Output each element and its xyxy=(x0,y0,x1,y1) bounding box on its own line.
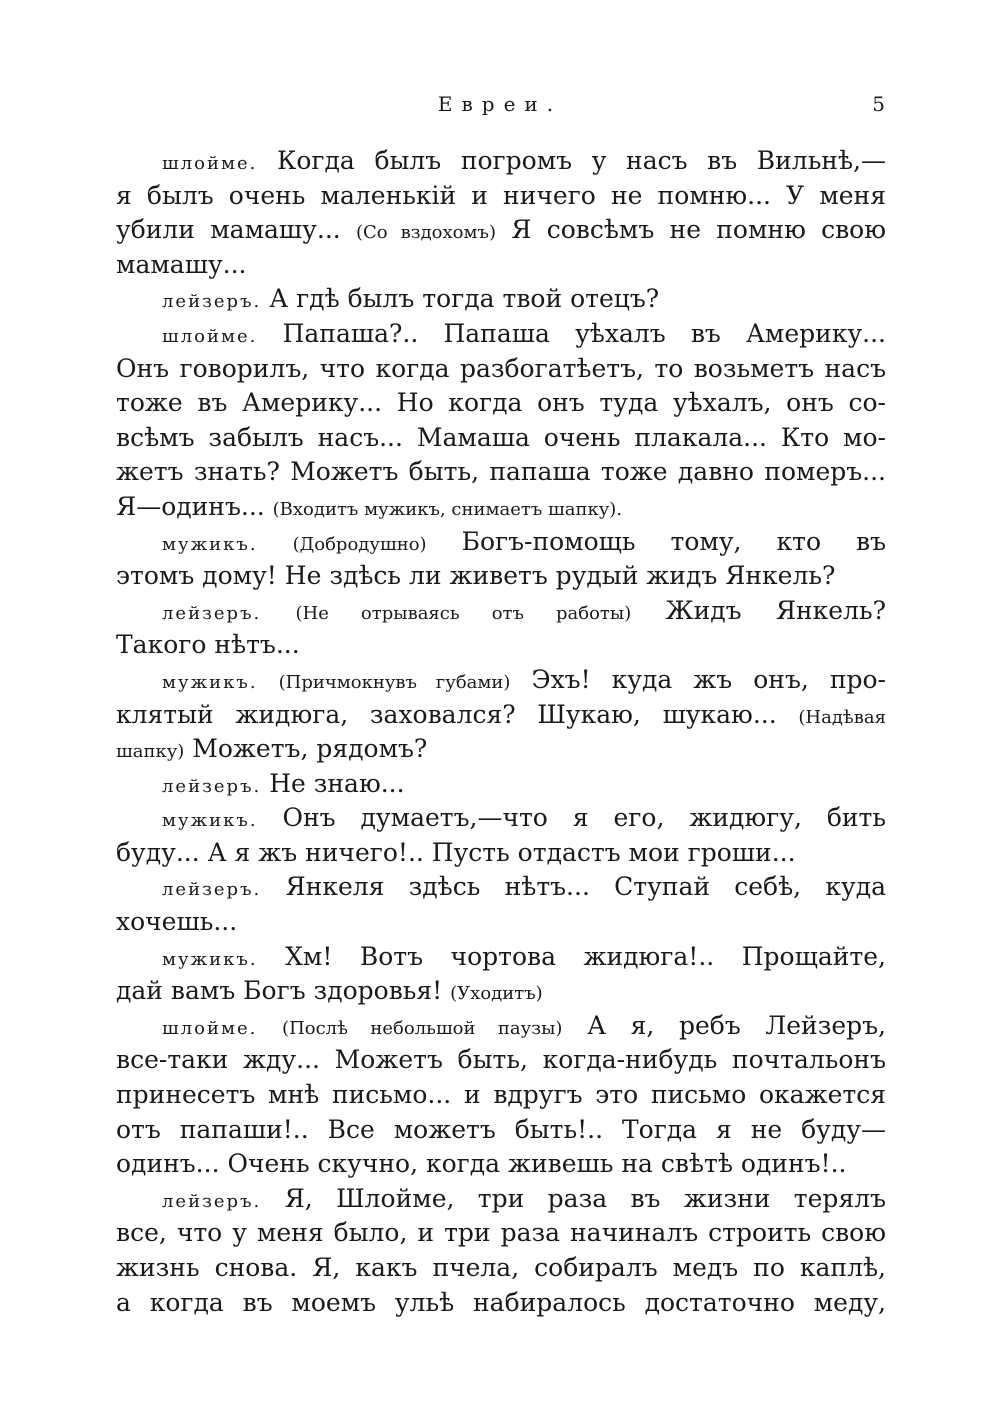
text-line xyxy=(116,1147,886,1182)
speech-text: Богъ-помощь тому, кто въ xyxy=(426,526,886,556)
speech-text: Эхъ! куда жъ онъ, про- xyxy=(510,664,886,694)
speaker-name: мужикъ. xyxy=(162,810,258,832)
speech-text: А гдѣ былъ тогда твой отецъ? xyxy=(261,284,660,314)
speaker-name: мужикъ. xyxy=(162,948,258,970)
speech-text: убили мамашу... xyxy=(116,215,356,245)
speech-text: дай вамъ Богъ здоровья! xyxy=(116,976,451,1006)
speech-text xyxy=(258,527,293,556)
text-line xyxy=(116,1078,886,1113)
speech-text: отъ папаши!.. Все можетъ быть!.. Тогда я не буду— xyxy=(116,1114,886,1144)
text-line xyxy=(116,559,886,594)
speech-text: Я, Шлойме, три раза въ жизни терялъ xyxy=(261,1183,886,1213)
speech-text: хочешь... xyxy=(116,907,238,937)
text-line xyxy=(116,525,886,560)
text-line xyxy=(116,352,886,387)
page-number: 5 xyxy=(872,92,885,116)
speaker-name: лейзеръ. xyxy=(162,775,262,797)
speech-text xyxy=(257,1011,282,1040)
text-line xyxy=(116,144,886,179)
stage-direction: (Со вздохомъ) xyxy=(355,222,496,244)
text-line xyxy=(116,594,886,629)
speech-text: этомъ дому! Не здѣсь ли живетъ рудый жидъ Янкель? xyxy=(116,561,836,591)
text-line xyxy=(116,974,886,1009)
text-line xyxy=(116,1113,886,1148)
text-line xyxy=(116,282,886,317)
speech-text xyxy=(261,596,295,625)
speaker-name: шлойме. xyxy=(162,153,258,174)
speech-text: Не знаю... xyxy=(261,768,405,798)
text-line xyxy=(116,1216,886,1251)
text-line xyxy=(116,870,886,905)
speaker-name: лейзеръ. xyxy=(162,879,262,901)
speech-text: буду... А я жъ ничего!.. Пусть отдастъ мои гроши... xyxy=(116,837,796,867)
speech-text: клятый жидюга, заховался? Шукаю, шукаю... xyxy=(116,699,799,729)
text-line xyxy=(116,836,886,871)
speech-text: все-таки жду... Можетъ быть, когда-нибудь почтальонъ xyxy=(116,1045,886,1075)
speech-text: Онъ думаетъ,—что я его, жидюгу, бить xyxy=(257,803,886,833)
stage-direction: (Надѣвая xyxy=(798,706,886,728)
text-line xyxy=(116,179,886,214)
speaker-name: шлойме. xyxy=(162,325,258,347)
speech-text: А я, ребъ Лейзеръ, xyxy=(562,1010,886,1040)
speech-text: Хм! Вотъ чортова жидюга!.. Прощайте, xyxy=(257,941,886,971)
text-line xyxy=(116,905,886,940)
stage-direction: (Добродушно) xyxy=(292,533,427,555)
stage-direction: (Уходитъ) xyxy=(450,983,543,1005)
speech-text: Я совсѣмъ не помню свою xyxy=(496,215,886,245)
text-line xyxy=(116,1182,886,1217)
speech-text: Жидъ Янкель? xyxy=(631,595,886,625)
text-line xyxy=(116,698,886,733)
dialogue-text xyxy=(116,144,886,1320)
speech-text: Когда былъ погромъ у насъ въ Вильнѣ,— xyxy=(257,146,886,175)
stage-direction: (Послѣ небольшой паузы) xyxy=(282,1017,563,1039)
speech-text: жизнь снова. Я, какъ пчела, собиралъ медъ по каплѣ, xyxy=(116,1253,886,1282)
stage-direction: (Не отрываясь отъ работы) xyxy=(295,602,632,624)
text-line xyxy=(116,1043,886,1078)
text-line xyxy=(116,732,886,767)
text-line xyxy=(116,1286,886,1321)
text-line xyxy=(116,248,886,283)
text-line xyxy=(116,663,886,698)
text-line xyxy=(116,801,886,836)
text-line xyxy=(116,421,886,456)
speaker-name: лейзеръ. xyxy=(162,1190,262,1212)
speech-text: жетъ знать? Можетъ быть, папаша тоже давно померъ... xyxy=(116,457,886,487)
stage-direction: (Причмокнувъ губами) xyxy=(278,671,511,693)
speech-text: мамашу... xyxy=(116,249,247,279)
speaker-name: лейзеръ. xyxy=(162,602,262,624)
text-line xyxy=(116,490,886,525)
speech-text: одинъ... Очень скучно, когда живешь на свѣтѣ одинъ!.. xyxy=(116,1149,847,1179)
speech-text: я былъ очень маленькій и ничего не помню... У меня xyxy=(116,180,886,210)
text-line xyxy=(116,455,886,490)
speech-text: Янкеля здѣсь нѣтъ... Ступай себѣ, куда xyxy=(261,872,886,902)
page-header xyxy=(115,92,885,122)
text-line xyxy=(116,1009,886,1044)
speech-text: Можетъ, рядомъ? xyxy=(184,734,428,764)
text-line xyxy=(116,940,886,975)
speaker-name: мужикъ. xyxy=(162,533,258,555)
speech-text xyxy=(258,665,279,694)
stage-direction: шапку) xyxy=(116,741,185,763)
running-title: Евреи. xyxy=(437,92,563,116)
speech-text: все, что у меня было, и три раза начиналъ строить свою xyxy=(116,1218,886,1248)
speech-text: принесетъ мнѣ письмо... и вдругъ это письмо окажется xyxy=(116,1080,886,1110)
speech-text: Такого нѣтъ... xyxy=(116,630,300,660)
speech-text: а когда въ моемъ ульѣ набиралось достаточно меду, xyxy=(116,1287,886,1317)
speech-text: Папаша?.. Папаша уѣхалъ въ Америку... xyxy=(257,318,886,348)
stage-direction: (Входитъ мужикъ, снимаетъ шапку). xyxy=(272,498,623,520)
speech-text: Я—одинъ... xyxy=(116,491,273,521)
text-line xyxy=(116,1251,886,1286)
text-line xyxy=(116,213,886,248)
speaker-name: лейзеръ. xyxy=(162,291,262,313)
speech-text: всѣмъ забылъ насъ... Мамаша очень плакала... Кто мо- xyxy=(116,422,886,452)
speech-text: тоже въ Америку... Но когда онъ туда уѣхалъ, онъ со- xyxy=(116,388,886,418)
text-line xyxy=(116,317,886,352)
speech-text: Онъ говорилъ, что когда разбогатѣетъ, то возьметъ насъ xyxy=(116,353,886,383)
text-line xyxy=(116,628,886,663)
text-line xyxy=(116,386,886,421)
speaker-name: мужикъ. xyxy=(162,671,258,693)
text-line xyxy=(116,767,886,802)
speaker-name: шлойме. xyxy=(162,1017,258,1039)
